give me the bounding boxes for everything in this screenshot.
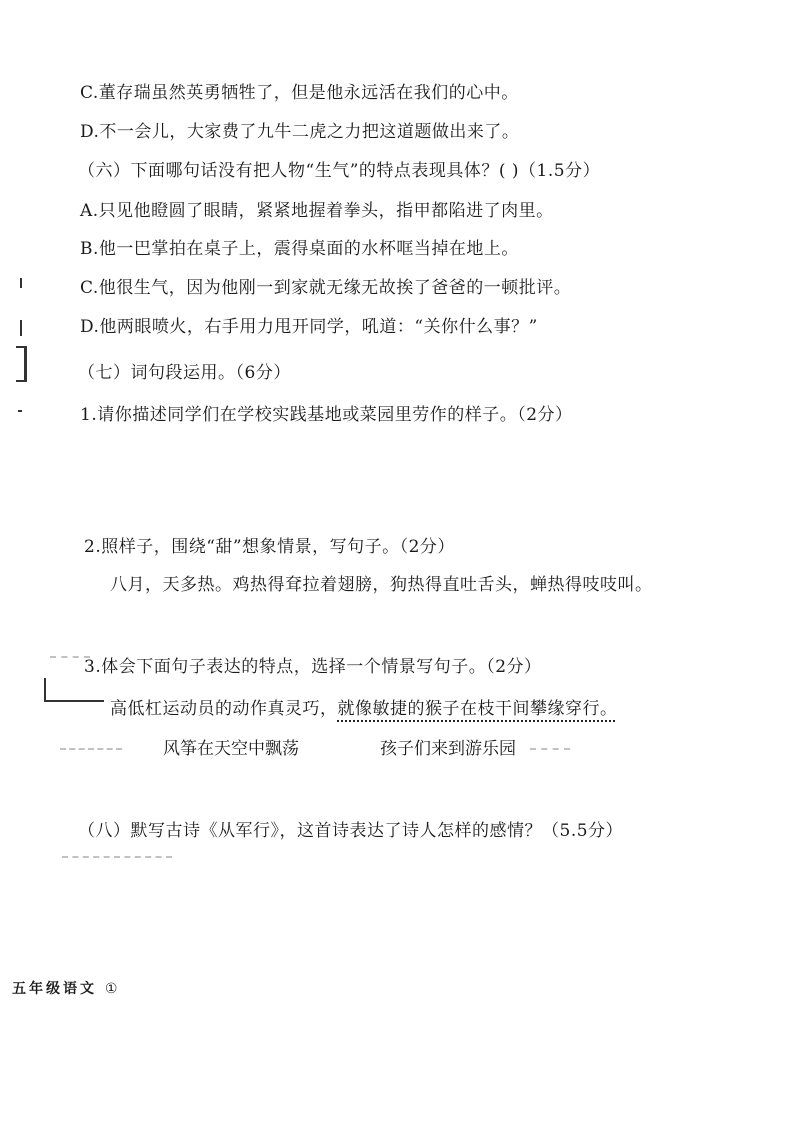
section6-option-a: A.只见他瞪圆了眼睛，紧紧地握着拳头，指甲都陷进了肉里。: [80, 201, 554, 221]
footer-label: 五年级语文: [12, 981, 97, 997]
scan-mark: [18, 410, 22, 412]
q3-example-emphasis: 就像敏捷的猴子在枝干间攀缘穿行。: [337, 699, 618, 719]
section7-q1: 1.请你描述同学们在学校实践基地或菜园里劳作的样子。（2分）: [80, 405, 573, 425]
q3-prompt-playground: 孩子们来到游乐园: [380, 739, 516, 759]
footer-page-number: ①: [104, 981, 121, 997]
scan-dash: [62, 856, 172, 858]
q3-prompt-kite: 风筝在天空中飘荡: [163, 739, 299, 759]
section7-q2-example: 八月，天多热。鸡热得耷拉着翅膀，狗热得直吐舌头，蝉热得吱吱叫。: [110, 575, 653, 595]
scan-mark: [20, 278, 22, 288]
scan-dash: [60, 748, 122, 750]
scan-mark: [44, 678, 46, 702]
scan-mark: [16, 380, 26, 382]
option-d-line: D.不一会儿，大家费了九牛二虎之力把这道题做出来了。: [80, 122, 520, 142]
section7-q3: 3.体会下面句子表达的特点，选择一个情景写句子。（2分）: [84, 657, 542, 677]
section7-q2: 2.照样子，围绕“甜”想象情景，写句子。（2分）: [84, 537, 455, 557]
option-c-line: C.董存瑞虽然英勇牺牲了，但是他永远活在我们的心中。: [80, 83, 519, 103]
section6-option-d: D.他两眼喷火，右手用力甩开同学，吼道：“关你什么事？”: [80, 317, 538, 337]
section6-option-b: B.他一巴掌拍在桌子上，震得桌面的水杯哐当掉在地上。: [80, 239, 519, 259]
section7-q3-example: [110, 698, 618, 720]
section8-question: （八）默写古诗《从军行》，这首诗表达了诗人怎样的感情？（5.5分）: [78, 821, 624, 841]
scan-mark: [20, 320, 22, 336]
scan-bracket: [24, 346, 27, 382]
scan-mark: [44, 700, 104, 702]
page-footer: [12, 978, 120, 998]
scan-dash: [530, 748, 570, 750]
section7-heading: （七）词句段运用。（6分）: [78, 363, 291, 383]
scan-mark: [16, 346, 26, 348]
section6-option-c: C.他很生气，因为他刚一到家就无缘无故挨了爸爸的一顿批评。: [80, 278, 572, 298]
q3-example-plain: 高低杠运动员的动作真灵巧，: [110, 699, 338, 719]
section6-question: （六）下面哪句话没有把人物“生气”的特点表现具体？( )（1.5分）: [78, 161, 601, 181]
